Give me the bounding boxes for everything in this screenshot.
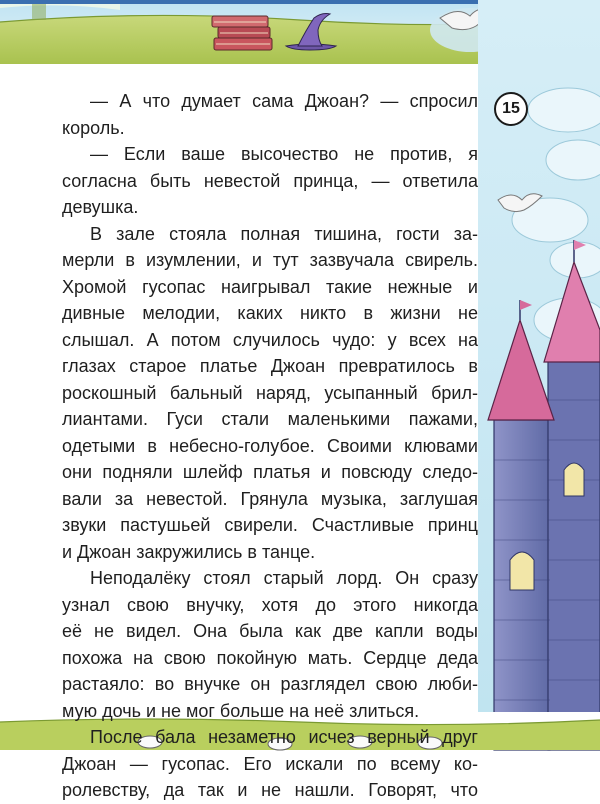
text-line: король. (62, 117, 125, 138)
text-line: дивные мелодии, каких никто в жизни не (62, 303, 478, 323)
books-icon (212, 16, 272, 50)
text-line: и Джоан закружились в танце. (62, 541, 316, 562)
text-line: мую дочь и не мог больше на неё злиться. (62, 700, 420, 721)
text-line: В зале стояла полная тишина, гости за- (90, 223, 478, 244)
text-line: её не видел. Она была как две капли воды (62, 621, 478, 641)
text-line: Джоан — гусопас. Его искали по всему ко- (62, 753, 478, 774)
text-line: лиантами. Гуси стали маленькими пажами, (62, 409, 478, 429)
text-line: Хромой гусопас наигрывал такие нежные и (62, 276, 478, 297)
text-line: Неподалёку стоял старый лорд. Он сразу (90, 568, 478, 588)
text-line: мерли в изумлении, и тут зазвучала свирель. (62, 250, 478, 270)
text-line: ролевству, да так и не нашли. Говорят, что (62, 780, 478, 800)
text-line: глазах старое платье Джоан превратилось в (62, 356, 478, 376)
text-line: — Если ваше высочество не против, я (90, 144, 478, 164)
text-line: вали за невестой. Грянула музыка, заглушая (62, 488, 478, 509)
text-line: узнал свою внучку, хотя до этого никогда (62, 594, 478, 615)
text-line: слышал. А потом случилось чудо: у всех на (62, 329, 478, 350)
text-line: растаяло: во внучке он разглядел свою люби- (62, 674, 478, 694)
text-line: они подняли шлейф платья и повсюду следо- (62, 462, 478, 482)
text-line: После бала незаметно исчез верный друг (90, 727, 478, 747)
text-line: девушка. (62, 197, 139, 217)
page-number: 15 (494, 92, 528, 126)
text-line: звуки пастушьей свирели. Счастливые принц (62, 515, 478, 535)
text-line: роскошный бальный наряд, усыпанный брил- (62, 382, 478, 403)
text-line: — А что думает сама Джоан? — спросил (90, 91, 478, 111)
text-line: одетыми в небесно-голубое. Своими клювами (62, 435, 478, 456)
text-line: похожа на свою покойную мать. Сердце деда (62, 647, 478, 668)
story-text (62, 88, 478, 804)
text-line: согласна быть невестой принца, — ответила (62, 170, 478, 191)
